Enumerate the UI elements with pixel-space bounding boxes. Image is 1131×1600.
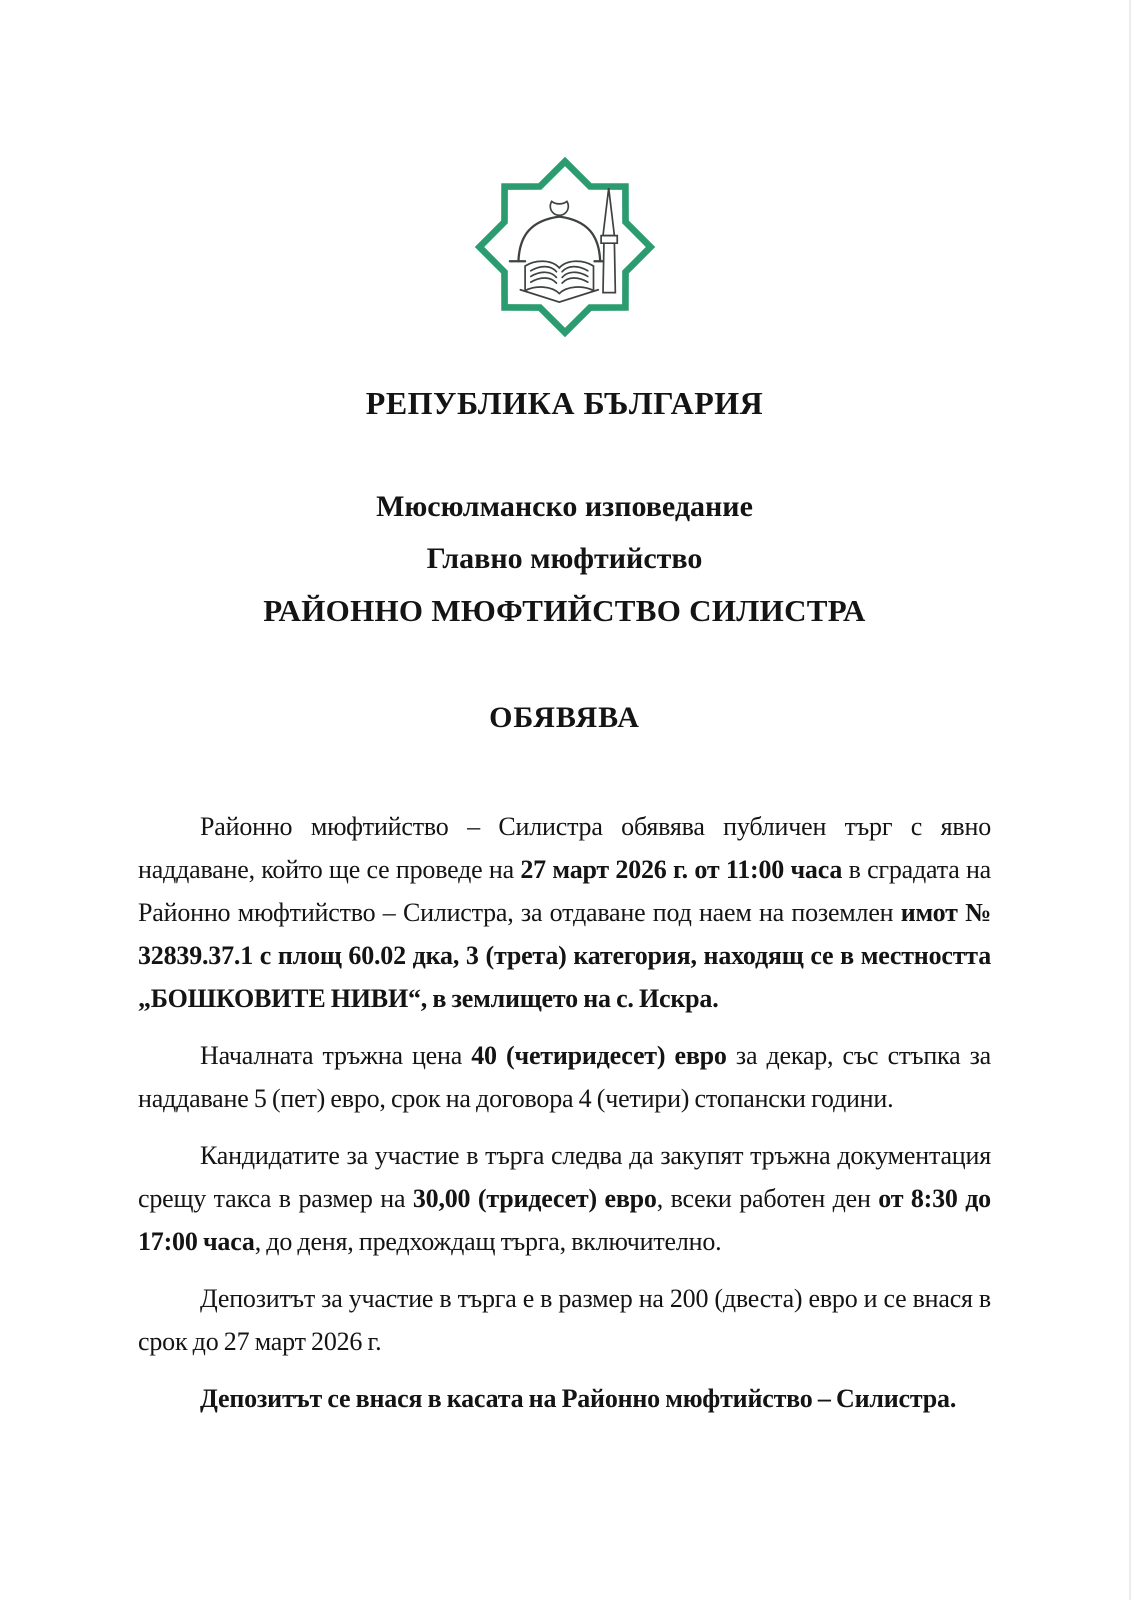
text-run-bold: 27 март 2026 г. от 11:00 часа [520,855,843,884]
text-run: Районно мюфтийство – Силистра обявява публичен търг с явно наддаване, който ще се проведе на [138,812,991,884]
mufti-office-logo [470,152,660,342]
open-book-icon [520,261,598,302]
eight-pointed-star [479,162,650,333]
text-run: в сградата на Районно мюфтийство – Силистра, за отдаване под наем на поземлен [138,855,991,927]
text-run-bold: Депозитът се внася в касата на Районно мюфтийство – Силистра. [200,1384,957,1413]
mosque-dome [509,217,602,262]
announcement-heading: ОБЯВЯВА [489,701,640,734]
text-run: Кандидатите за участие в търга следва да закупят тръжна документация срещу такса в размер на [138,1141,991,1213]
text-run: Началната тръжна цена [200,1041,472,1070]
minaret-icon [601,188,617,293]
org-name-grand-mufti: Главно мюфтийство [426,542,703,575]
organization-block [0,481,1129,637]
para-deposit-location [138,1377,991,1420]
text-run: , всеки работен ден [656,1184,879,1213]
document-header [0,385,1129,737]
org-name-regional-mufti: РАЙОННО МЮФТИЙСТВО СИЛИСТРА [263,593,866,628]
text-run-bold: от 8:30 до 17:00 часа [138,1184,991,1256]
text-run-bold: имот № 32839.37.1 с площ 60.02 дка, 3 (трета) категория, находящ се в местността „БОШКОВИТЕ НИВИ“, в землището на с. Искра. [138,898,991,1013]
para-documentation-fee [138,1134,991,1263]
crescent-icon [550,201,568,215]
text-run: , до деня, предхождащ търга, включително. [254,1227,722,1256]
para-starting-price [138,1034,991,1120]
document-body [138,805,991,1420]
text-run-bold: 40 (четиридесет) евро [471,1041,727,1070]
republic-title: РЕПУБЛИКА БЪЛГАРИЯ [365,385,764,421]
logo-container [0,0,1129,347]
text-run: за декар, със стъпка за наддаване 5 (пет) евро, срок на договора 4 (четири) стопански години. [138,1041,991,1113]
para-auction-details [138,805,991,1020]
text-run: Депозитът за участие в търга е в размер на 200 (двеста) евро и се внася в срок до 27 март 2026 г. [138,1284,991,1356]
text-run-bold: 30,00 (тридесет) евро [412,1184,657,1213]
org-name-denomination: Мюсюлманско изповедание [376,490,753,523]
para-deposit [138,1277,991,1363]
